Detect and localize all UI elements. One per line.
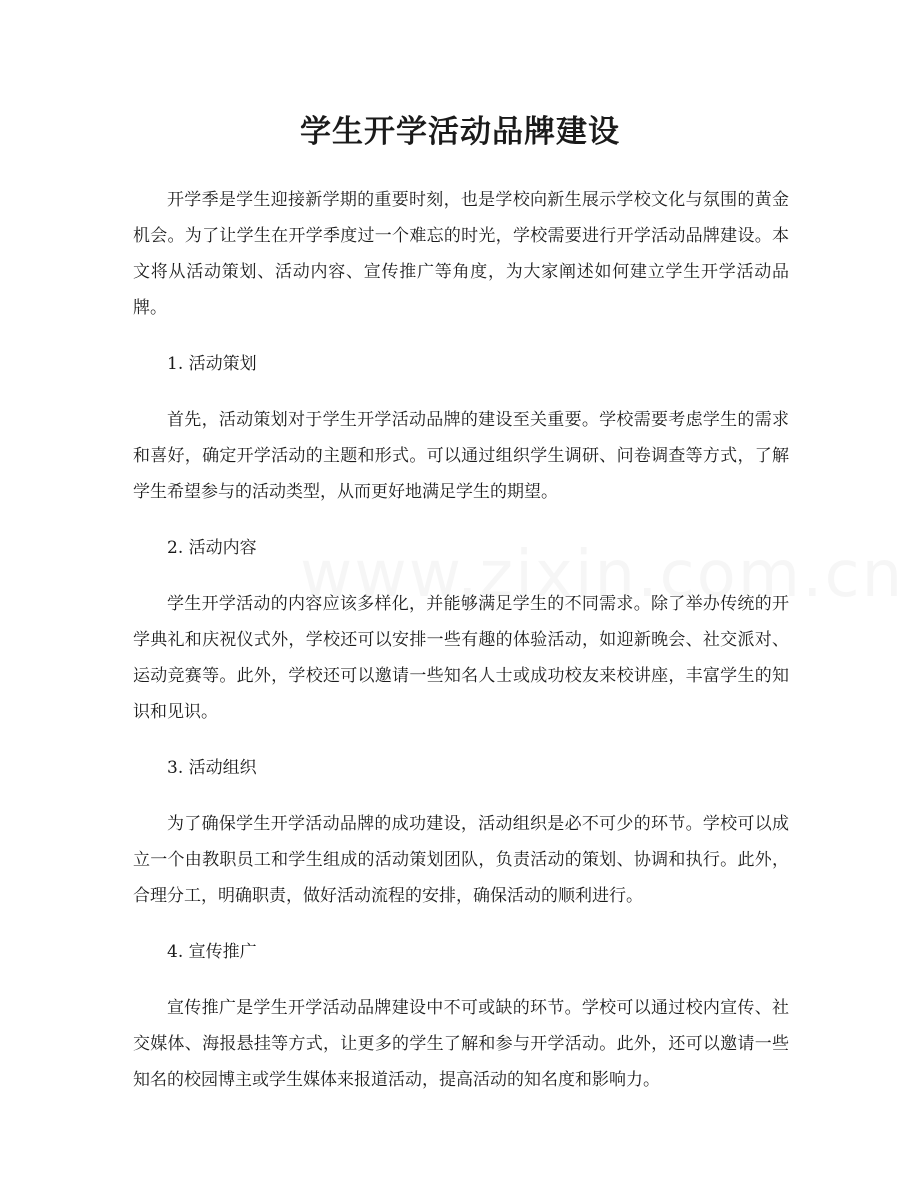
document-body <box>133 182 789 1098</box>
section-heading-planning: 1. 活动策划 <box>167 354 257 374</box>
section-body-organization: 为了确保学生开学活动品牌的成功建设，活动组织是必不可少的环节。学校可以成立一个由教职员工和学生组成的活动策划团队，负责活动的策划、协调和执行。此外，合理分工，明确职责，做好活动流程的安排，确保活动的顺利进行。 <box>133 814 789 906</box>
section-body-planning: 首先，活动策划对于学生开学活动品牌的建设至关重要。学校需要考虑学生的需求和喜好，确定开学活动的主题和形式。可以通过组织学生调研、问卷调查等方式，了解学生希望参与的活动类型，从而更好地满足学生的期望。 <box>133 410 789 502</box>
section-heading-promotion: 4. 宣传推广 <box>167 942 257 962</box>
section-body-content: 学生开学活动的内容应该多样化，并能够满足学生的不同需求。除了举办传统的开学典礼和庆祝仪式外，学校还可以安排一些有趣的体验活动，如迎新晚会、社交派对、运动竞赛等。此外，学校还可以邀请一些知名人士或成功校友来校讲座，丰富学生的知识和见识。 <box>133 594 789 722</box>
section-heading-content: 2. 活动内容 <box>167 538 257 558</box>
section-body-promotion: 宣传推广是学生开学活动品牌建设中不可或缺的环节。学校可以通过校内宣传、社交媒体、海报悬挂等方式，让更多的学生了解和参与开学活动。此外，还可以邀请一些知名的校园博主或学生媒体来报道活动，提高活动的知名度和影响力。 <box>133 998 789 1090</box>
intro-paragraph: 开学季是学生迎接新学期的重要时刻，也是学校向新生展示学校文化与氛围的黄金机会。为了让学生在开学季度过一个难忘的时光，学校需要进行开学活动品牌建设。本文将从活动策划、活动内容、宣传推广等角度，为大家阐述如何建立学生开学活动品牌。 <box>133 190 789 318</box>
document-title: 学生开学活动品牌建设 <box>300 114 620 150</box>
section-heading-organization: 3. 活动组织 <box>167 758 257 778</box>
